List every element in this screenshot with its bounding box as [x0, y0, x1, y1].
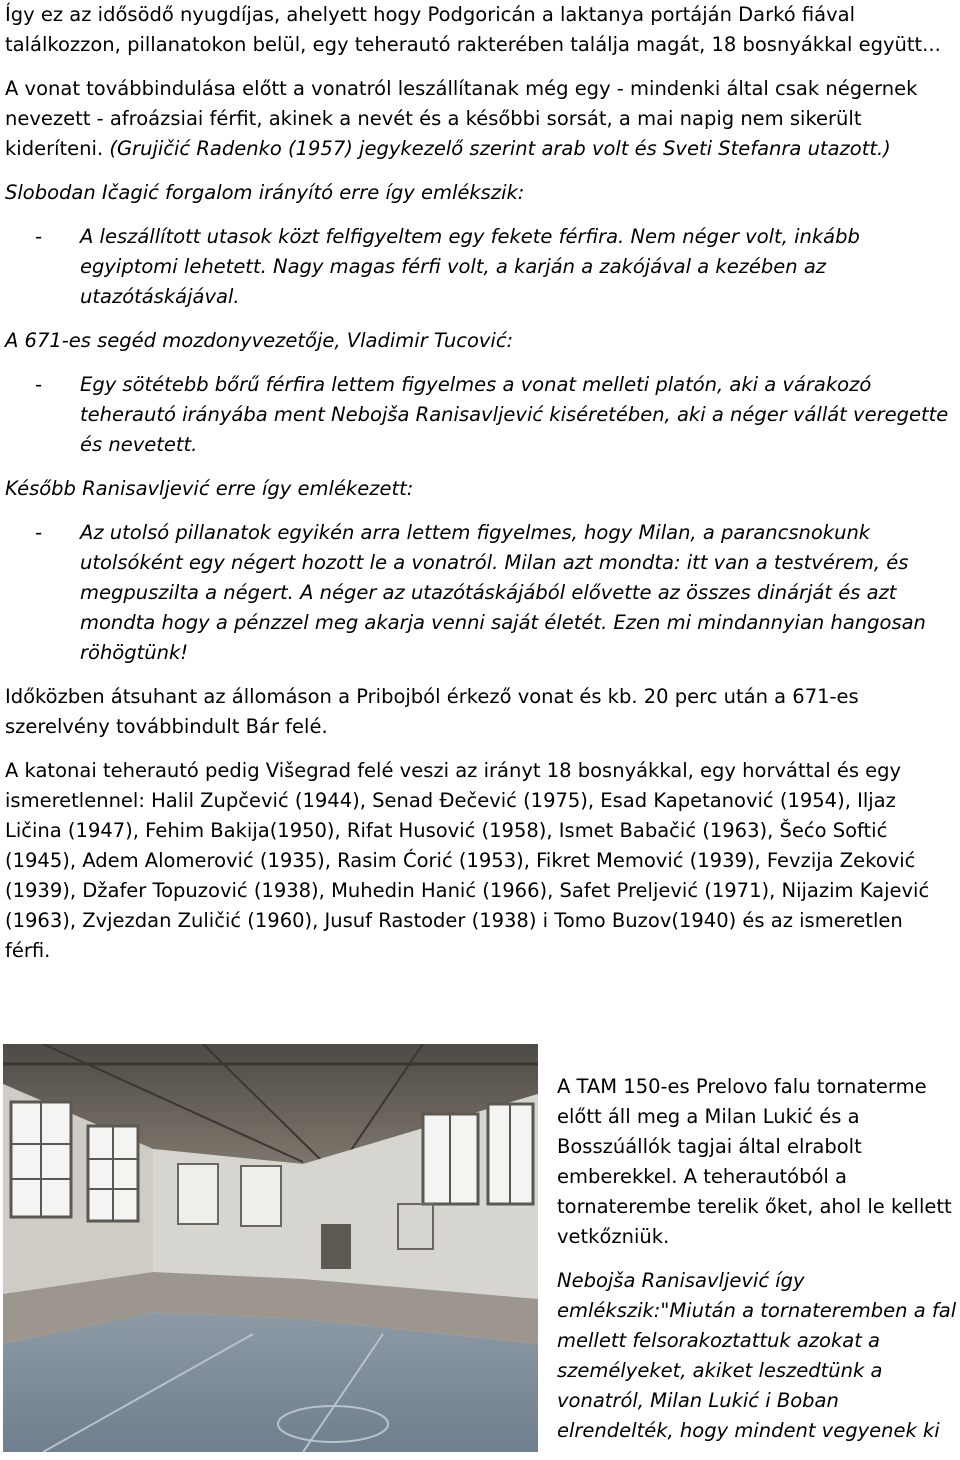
quote-text: Egy sötétebb bőrű férfira lettem figyelmes a vonat melleti platón, aki a várakozó teherautó irányába ment Nebojša Ranisavljević kiséretében, aki a néger vállát veregette és nevetett. [80, 373, 949, 456]
paragraph-train-departure [5, 74, 950, 164]
quote-2 [5, 370, 950, 460]
paragraph-victim-list: A katonai teherautó pedig Višegrad felé veszi az irányt 18 bosnyákkal, egy horváttal és egy ismeretlennel: Halil Zupčević (1944), Senad Đečević (1975), Esad Kapetanović (1954), Iljaz Ličina (1947), Fehim Bakija(1950), Rifat Husović (1958), Ismet Babačić (1963), Šećo Softić (1945), Adem Alomerović (1935), Rasim Ćorić (1953), Fikret Memović (1939), Fevzija Zeković (1939), Džafer Topuzović (1938), Muhedin Hanić (1966), Safet Preljević (1971), Nijazim Kajević (1963), Zvjezdan Zuličić (1960), Jusuf Rastoder (1938) i Tomo Buzov(1940) és az ismeretlen férfi. [5, 759, 930, 962]
quote-1 [5, 222, 950, 312]
gymnasium-photo [3, 1044, 538, 1452]
photo-side-text [557, 1072, 957, 1460]
quote-text: Az utolsó pillanatok egyikén arra lettem figyelmes, hogy Milan, a parancsnokunk utolsóként egy négert hozott le a vonatról. Milan azt mondta: itt van a testvérem, és megpuszilta a négert. A néger az utazótáskájából elővette az összes dinárját és azt mondta hogy a pénzzel meg akarja venni saját életét. Ezen mi mindannyian hangosan röhögtünk! [80, 521, 926, 664]
quote-text: A leszállított utasok közt felfigyeltem egy fekete férfira. Nem néger volt, inkább egyiptomi lehetett. Nagy magas férfi volt, a karján a zakójával a kezében az utazótáskájával. [80, 225, 860, 308]
paragraph-text: A vonat továbbindulása előtt a vonatról leszállítanak még egy - mindenki által csak négernek nevezett - afroázsiai férfit, akinek a nevét és a későbbi sorsát, a mai napig nem sikerült kideríteni. [5, 77, 918, 160]
gymnasium-photo-image [3, 1044, 538, 1452]
paragraph-intro: Így ez az idősödő nyugdíjas, ahelyett hogy Podgoricán a laktanya portáján Darkó fiával találkozzon, pillanatokon belül, egy teherautó rakterében találja magát, 18 bosnyákkal együtt... [5, 3, 941, 56]
paragraph-witness-2: A 671-es segéd mozdonyvezetője, Vladimir Tucović: [5, 329, 514, 352]
quote-dash: - [35, 521, 43, 544]
paragraph-witness-1: Slobodan Ičagić forgalom irányító erre így emlékszik: [5, 181, 525, 204]
side-quote: Nebojša Ranisavljević így emlékszik:"Miután a tornateremben a fal mellett felsorakoztattuk azokat a személyeket, akiket leszedtünk a vonatról, Milan Lukić i Boban elrendelték, hogy mindent vegyenek ki [557, 1269, 957, 1442]
quote-dash: - [35, 373, 43, 396]
paragraph-witness-3: Később Ranisavljević erre így emlékezett: [5, 477, 414, 500]
photo-caption: A TAM 150-es Prelovo falu tornaterme előtt áll meg a Milan Lukić és a Bosszúállók tagjai által elrabolt emberekkel. A teherautóból a tornaterembe terelik őket, ahol le kellett vetkőzniük. [557, 1075, 952, 1248]
quote-dash: - [35, 225, 43, 248]
paragraph-other-train: Időközben átsuhant az állomáson a Pribojból érkező vonat és kb. 20 perc után a 671-es szerelvény továbbindult Bár felé. [5, 685, 859, 738]
document-body [5, 0, 950, 980]
quote-3 [5, 518, 950, 668]
paragraph-italic-note: (Grujičić Radenko (1957) jegykezelő szerint arab volt és Sveti Stefanra utazott.) [109, 137, 891, 160]
